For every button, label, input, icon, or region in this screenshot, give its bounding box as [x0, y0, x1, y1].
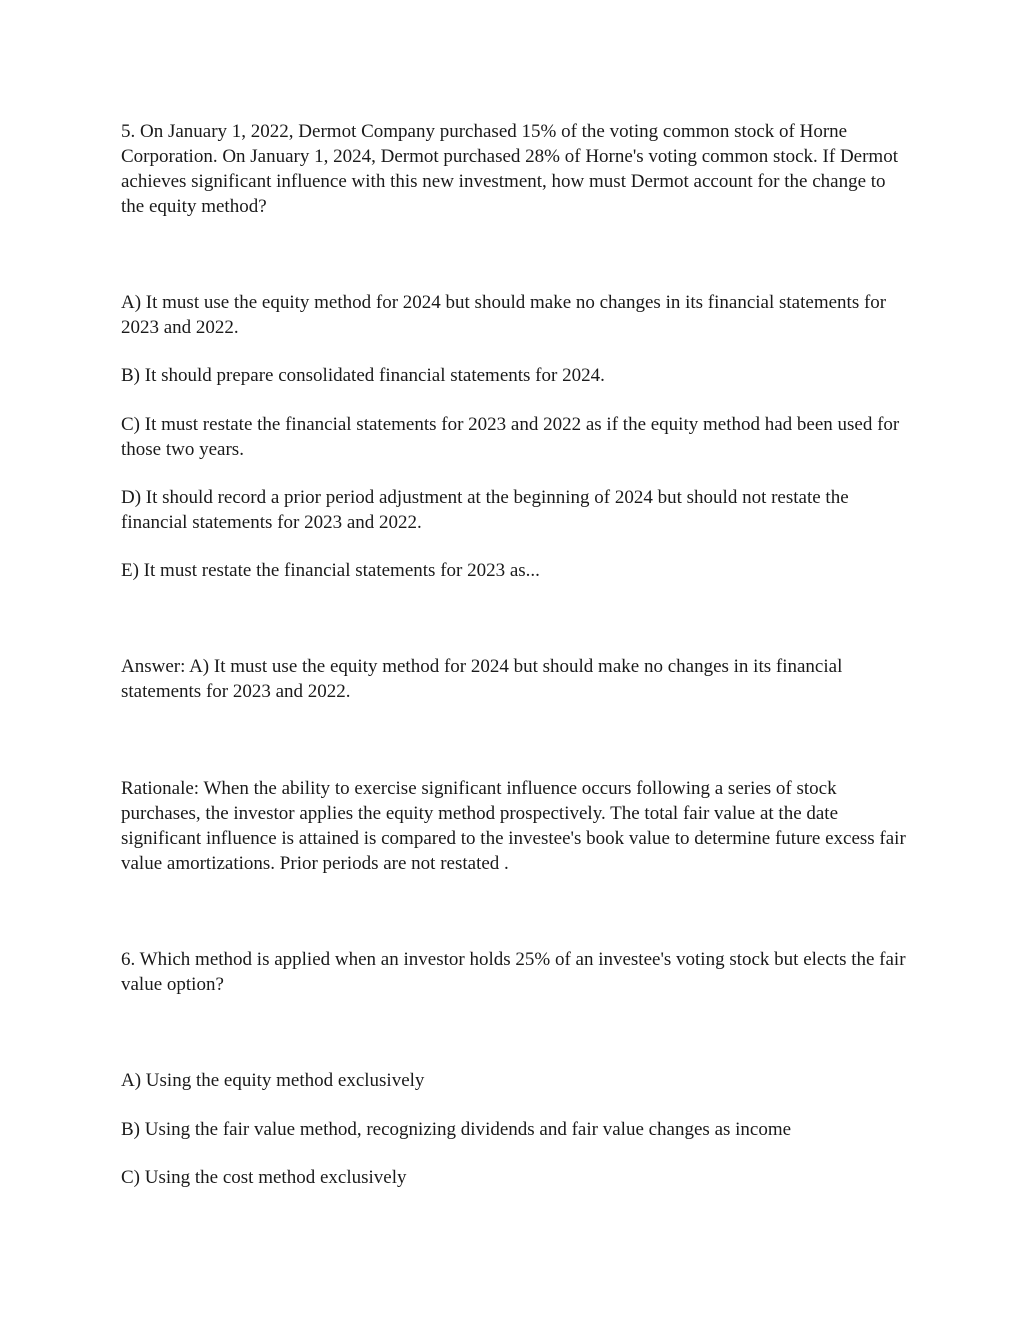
question-5-option-e: E) It must restate the financial statements for 2023 as... [121, 560, 540, 581]
question-5-text: 5. On January 1, 2022, Dermot Company purchased 15% of the voting common stock of Horne Corporation. On January 1, 2024, Dermot purchased 28% of Horne's voting common stock. If Dermot achieves significant influence with this new investment, how must Dermot account for the change to the equity method? [121, 121, 898, 217]
question-5-answer: Answer: A) It must use the equity method for 2024 but should make no changes in its financial statements for 2023 and 2022. [121, 656, 843, 702]
question-6-text: 6. Which method is applied when an investor holds 25% of an investee's voting stock but elects the fair value option? [121, 949, 906, 995]
question-5-option-c: C) It must restate the financial statements for 2023 and 2022 as if the equity method had been used for those two years. [121, 414, 900, 460]
question-5-option-b: B) It should prepare consolidated financial statements for 2024. [121, 365, 605, 386]
question-5-rationale: Rationale: When the ability to exercise significant influence occurs following a series of stock purchases, the investor applies the equity method prospectively. The total fair value at the date significant influence is attained is compared to the investee's book value to determine future excess fair value amortizations. Prior periods are not restated . [121, 778, 906, 874]
question-5-option-d: D) It should record a prior period adjustment at the beginning of 2024 but should not restate the financial statements for 2023 and 2022. [121, 487, 849, 533]
question-6-option-a: A) Using the equity method exclusively [121, 1070, 425, 1091]
question-6-option-c: C) Using the cost method exclusively [121, 1167, 407, 1188]
question-5-option-a: A) It must use the equity method for 2024 but should make no changes in its financial statements for 2023 and 2022. [121, 292, 887, 338]
question-6-option-b: B) Using the fair value method, recognizing dividends and fair value changes as income [121, 1119, 792, 1140]
